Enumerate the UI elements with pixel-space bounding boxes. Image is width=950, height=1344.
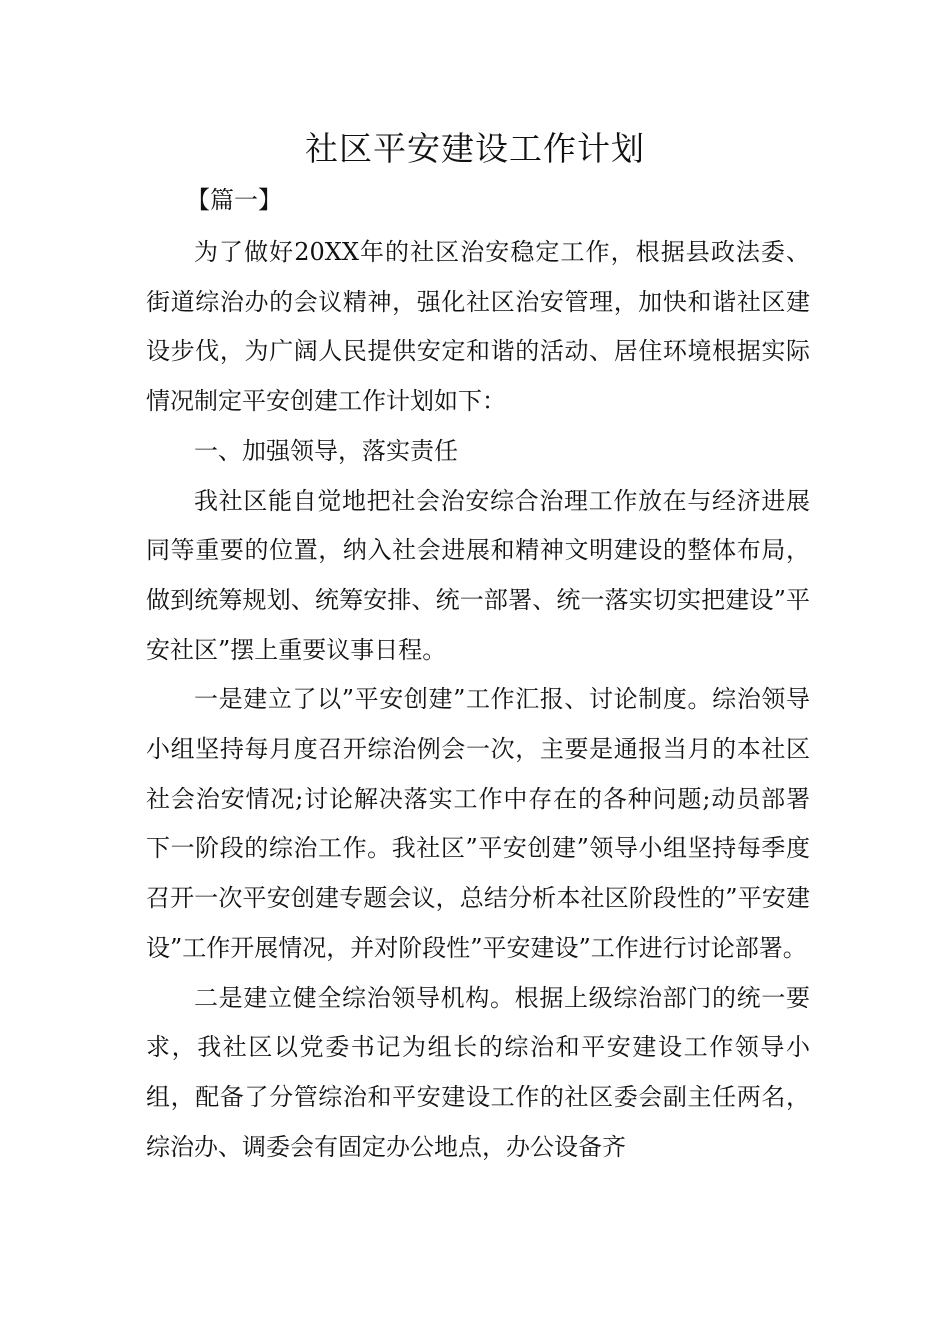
document-title: 社区平安建设工作计划: [305, 129, 645, 168]
paragraph-overview: 我社区能自觉地把社会治安综合治理工作放在与经济进展同等重要的位置，纳入社会进展和精神文明建设的整体布局，做到统筹规划、统筹安排、统一部署、统一落实切实把建设”平安社区”摆上重要议事日程。: [146, 486, 810, 664]
paragraph-point-2: 二是建立健全综治领导机构。根据上级综治部门的统一要求，我社区以党委书记为组长的综治和平安建设工作领导小组，配备了分管综治和平安建设工作的社区委会副主任两名，综治办、调委会有固定办公地点，办公设备齐: [146, 983, 810, 1161]
paragraph-intro: 为了做好20XX年的社区治安稳定工作，根据县政法委、街道综治办的会议精神，强化社区治安管理，加快和谐社区建设步伐，为广阔人民提供安定和谐的活动、居住环境根据实际情况制定平安创建工作计划如下：: [146, 238, 810, 416]
paragraph-point-1: 一是建立了以”平安创建”工作汇报、讨论制度。综治领导小组坚持每月度召开综治例会一次，主要是通报当月的本社区社会治安情况;讨论解决落实工作中存在的各种问题;动员部署下一阶段的综治工作。我社区”平安创建”领导小组坚持每季度召开一次平安创建专题会议，总结分析本社区阶段性的”平安建设”工作开展情况，并对阶段性”平安建设”工作进行讨论部署。: [146, 685, 810, 962]
section-heading-1: 一、加强领导，落实责任: [194, 436, 458, 465]
section-label: 【篇一】: [186, 186, 282, 214]
document-body: [146, 228, 810, 1172]
